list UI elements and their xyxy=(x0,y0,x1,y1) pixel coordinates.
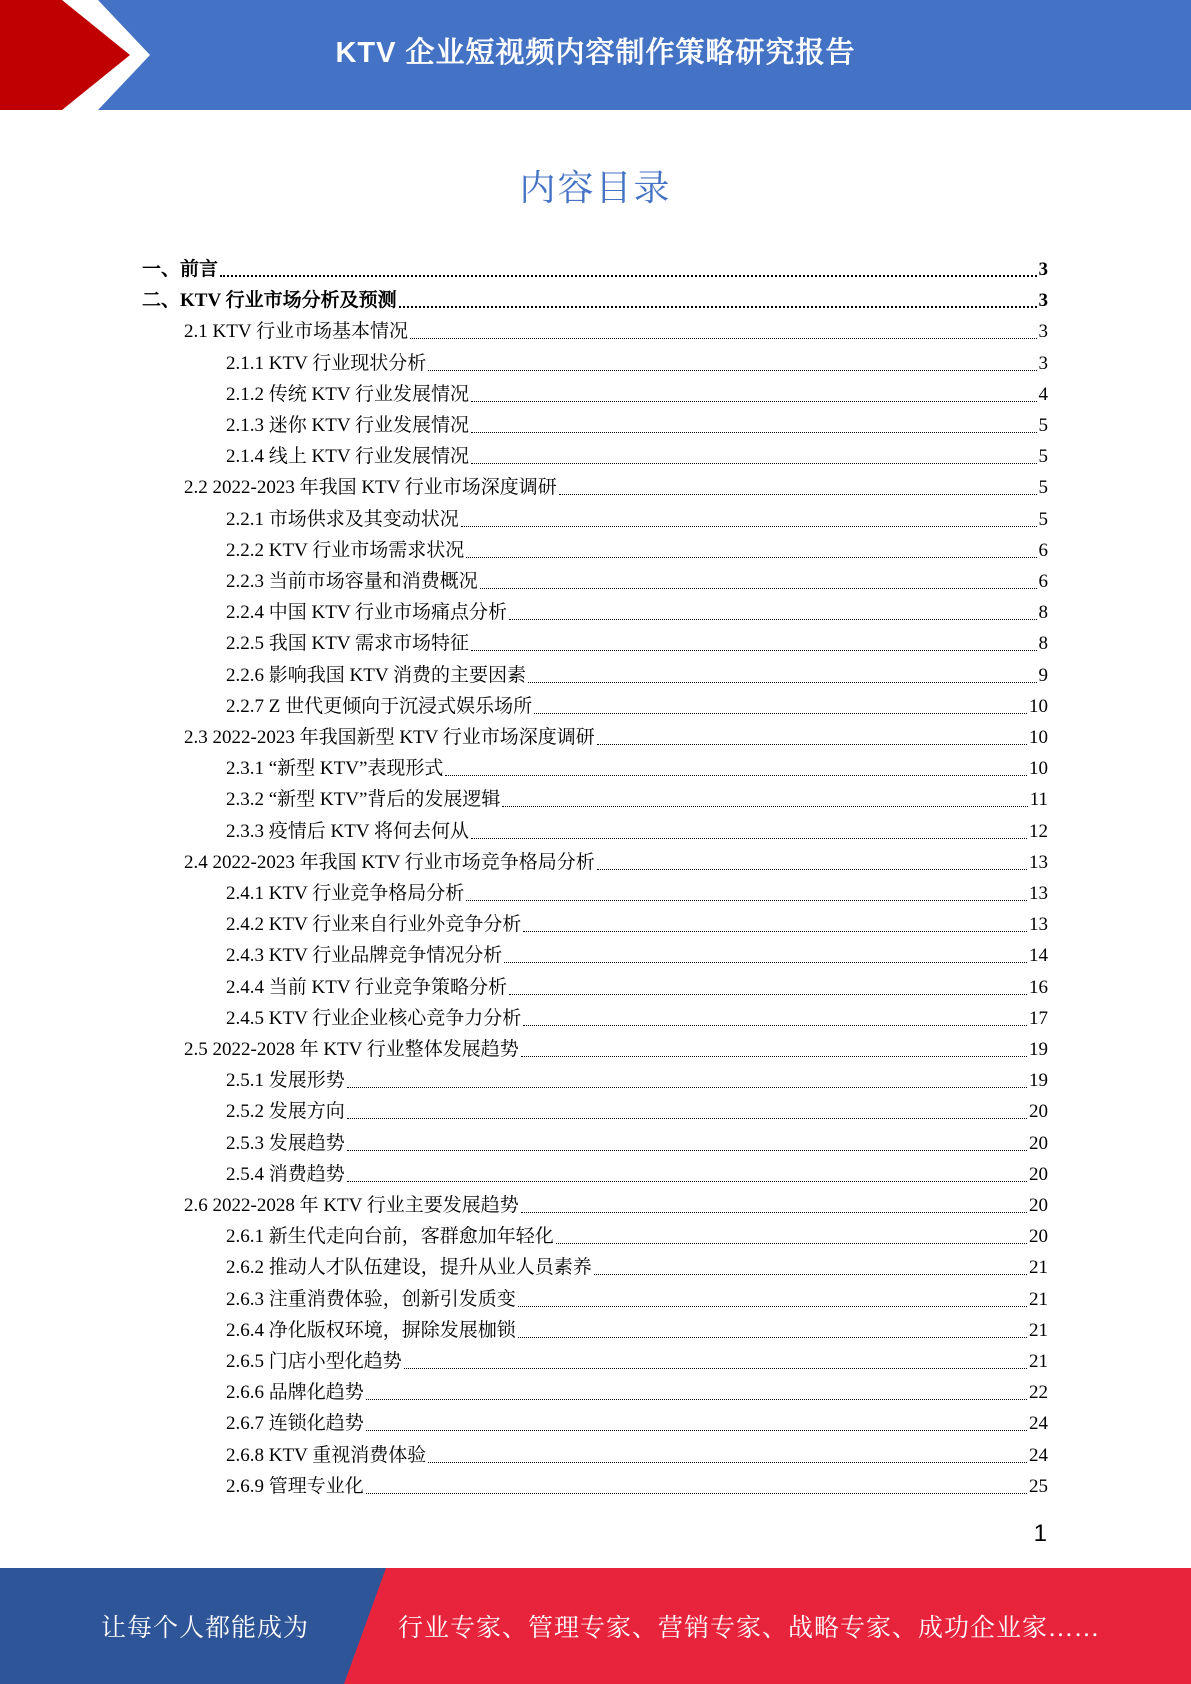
toc-entry[interactable] xyxy=(142,285,1048,316)
toc-entry-page: 3 xyxy=(1038,259,1048,280)
toc-entry-label: 2.3.1 “新型 KTV”表现形式 xyxy=(226,758,444,780)
toc-entry-page: 22 xyxy=(1029,1382,1048,1404)
toc-entry-page: 13 xyxy=(1029,883,1048,904)
toc-entry-page: 14 xyxy=(1029,945,1048,967)
toc-dot-leader xyxy=(220,275,1036,277)
toc-entry-label: 2.1.4 线上 KTV 行业发展情况 xyxy=(226,446,469,468)
toc-dot-leader xyxy=(466,900,1027,901)
toc-entry[interactable] xyxy=(226,1003,1048,1034)
toc-entry-page: 3 xyxy=(1038,290,1048,312)
toc-entry-label: 2.3 2022-2023 年我国新型 KTV 行业市场深度调研 xyxy=(184,727,595,748)
toc-entry-label: 2.2 2022-2023 年我国 KTV 行业市场深度调研 xyxy=(184,477,557,499)
toc-entry-page: 5 xyxy=(1038,446,1048,468)
toc-entry-page: 20 xyxy=(1029,1163,1048,1185)
toc-entry[interactable] xyxy=(226,1252,1048,1283)
toc-entry-label: 2.2.7 Z 世代更倾向于沉浸式娱乐场所 xyxy=(226,695,533,717)
toc-entry-page: 6 xyxy=(1038,539,1048,561)
toc-dot-leader xyxy=(521,1212,1027,1213)
toc-dot-leader xyxy=(471,650,1037,651)
toc-dot-leader xyxy=(347,1118,1027,1119)
toc-entry[interactable] xyxy=(226,1440,1048,1471)
toc-entry-label: 二、KTV 行业市场分析及预测 xyxy=(142,290,397,312)
toc-entry-label: 2.6.5 门店小型化趋势 xyxy=(226,1351,402,1372)
toc-entry-label: 2.1.1 KTV 行业现状分析 xyxy=(226,352,427,374)
toc-entry-page: 21 xyxy=(1029,1319,1048,1341)
toc-entry[interactable] xyxy=(226,566,1048,597)
toc-entry[interactable] xyxy=(184,847,1048,878)
toc-entry-label: 2.4.3 KTV 行业品牌竞争情况分析 xyxy=(226,945,503,967)
toc-dot-leader xyxy=(597,744,1027,745)
toc-title: 内容目录 xyxy=(519,168,672,208)
toc-entry[interactable] xyxy=(226,816,1048,847)
toc-entry-page: 8 xyxy=(1038,633,1048,655)
toc-entry-label: 2.6.3 注重消费体验，创新引发质变 xyxy=(226,1288,516,1310)
toc-entry[interactable] xyxy=(226,535,1048,566)
toc-entry-page: 9 xyxy=(1038,664,1048,686)
page-number: 1 xyxy=(1033,1520,1047,1547)
toc-entry[interactable] xyxy=(226,379,1048,410)
toc-entry[interactable] xyxy=(226,660,1048,691)
toc-entry-label: 2.3.2 “新型 KTV”背后的发展逻辑 xyxy=(226,789,501,811)
toc-entry[interactable] xyxy=(226,597,1048,628)
toc-entry[interactable] xyxy=(226,1065,1048,1096)
toc-entry-page: 20 xyxy=(1029,1101,1048,1123)
toc-entry-label: 2.4 2022-2023 年我国 KTV 行业市场竞争格局分析 xyxy=(184,851,595,873)
toc-dot-leader xyxy=(366,1399,1027,1400)
toc-entry-page: 13 xyxy=(1029,914,1048,936)
toc-dot-leader xyxy=(471,401,1037,402)
toc-entry[interactable] xyxy=(184,472,1048,503)
toc-entry-page: 25 xyxy=(1029,1475,1048,1497)
toc-entry[interactable] xyxy=(226,972,1048,1003)
toc-entry[interactable] xyxy=(226,348,1048,379)
toc-entry-label: 2.2.6 影响我国 KTV 消费的主要因素 xyxy=(226,664,526,686)
toc-entry[interactable] xyxy=(226,441,1048,472)
toc-entry[interactable] xyxy=(226,410,1048,441)
toc-entry[interactable] xyxy=(142,254,1048,285)
toc-dot-leader xyxy=(466,557,1036,558)
toc-dot-leader xyxy=(347,1150,1027,1151)
toc-dot-leader xyxy=(534,713,1027,714)
toc-entry-page: 20 xyxy=(1029,1195,1048,1216)
toc-entry-label: 2.2.3 当前市场容量和消费概况 xyxy=(226,571,478,592)
toc-dot-leader xyxy=(523,1025,1027,1026)
toc-entry-page: 13 xyxy=(1029,851,1048,873)
toc-entry-label: 2.2.1 市场供求及其变动状况 xyxy=(226,508,459,530)
toc-entry[interactable] xyxy=(184,1190,1048,1221)
toc-entry-label: 一、前言 xyxy=(142,259,219,280)
toc-entry[interactable] xyxy=(226,1096,1048,1127)
toc-entry-page: 5 xyxy=(1038,477,1048,499)
toc-entry[interactable] xyxy=(226,1408,1048,1439)
toc-entry-page: 20 xyxy=(1029,1226,1048,1248)
toc-dot-leader xyxy=(410,338,1037,339)
toc-entry-page: 3 xyxy=(1038,321,1048,343)
toc-dot-leader xyxy=(347,1087,1027,1088)
toc-entry-page: 11 xyxy=(1029,789,1048,811)
toc-entry-label: 2.6.9 管理专业化 xyxy=(226,1475,364,1497)
toc-dot-leader xyxy=(509,619,1037,620)
toc-entry[interactable] xyxy=(226,940,1048,971)
toc-entry[interactable] xyxy=(226,1346,1048,1377)
toc-entry-page: 5 xyxy=(1038,508,1048,530)
toc-entry-label: 2.6.2 推动人才队伍建设，提升从业人员素养 xyxy=(226,1257,592,1279)
toc-entry[interactable] xyxy=(226,1315,1048,1346)
toc-entry[interactable] xyxy=(226,504,1048,535)
toc-entry[interactable] xyxy=(226,753,1048,784)
toc-dot-leader xyxy=(523,931,1027,932)
toc-entry[interactable] xyxy=(226,628,1048,659)
toc-entry-label: 2.5.1 发展形势 xyxy=(226,1070,345,1092)
toc-entry-label: 2.5 2022-2028 年 KTV 行业整体发展趋势 xyxy=(184,1039,519,1060)
toc-entry[interactable] xyxy=(226,1284,1048,1315)
toc-entry-label: 2.5.2 发展方向 xyxy=(226,1101,345,1123)
toc-dot-leader xyxy=(428,1462,1027,1463)
toc-entry-label: 2.6.4 净化版权环境，摒除发展枷锁 xyxy=(226,1319,516,1341)
toc-dot-leader xyxy=(471,463,1037,464)
toc-entry[interactable] xyxy=(226,784,1048,815)
toc-dot-leader xyxy=(461,526,1037,527)
toc-dot-leader xyxy=(445,775,1027,776)
toc-dot-leader xyxy=(471,432,1037,433)
toc-entry-label: 2.5.4 消费趋势 xyxy=(226,1163,345,1185)
toc-entry-label: 2.6.1 新生代走向台前，客群愈加年轻化 xyxy=(226,1226,554,1248)
toc-entry-label: 2.1.3 迷你 KTV 行业发展情况 xyxy=(226,415,469,436)
toc-entry[interactable] xyxy=(226,691,1048,722)
toc-entry-label: 2.2.5 我国 KTV 需求市场特征 xyxy=(226,633,469,655)
toc-entry-page: 21 xyxy=(1029,1288,1048,1310)
toc-entry-label: 2.4.2 KTV 行业来自行业外竞争分析 xyxy=(226,914,522,936)
toc-dot-leader xyxy=(594,1274,1027,1275)
toc-entry-label: 2.6.8 KTV 重视消费体验 xyxy=(226,1444,427,1466)
toc-entry[interactable] xyxy=(226,1128,1048,1159)
toc-dot-leader xyxy=(518,1337,1027,1338)
page-footer xyxy=(0,1568,1191,1684)
toc-dot-leader xyxy=(404,1368,1027,1369)
toc-dot-leader xyxy=(480,588,1037,589)
toc-entry-page: 17 xyxy=(1029,1007,1048,1029)
toc-entry-page: 19 xyxy=(1029,1039,1048,1060)
toc-entry-page: 3 xyxy=(1038,352,1048,374)
toc-entry-label: 2.6.7 连锁化趋势 xyxy=(226,1413,364,1435)
toc-entry[interactable] xyxy=(184,316,1048,347)
toc-entry-label: 2.2.4 中国 KTV 行业市场痛点分析 xyxy=(226,602,507,624)
header-title: KTV 企业短视频内容制作策略研究报告 xyxy=(335,36,856,69)
toc-entry-label: 2.2.2 KTV 行业市场需求状况 xyxy=(226,539,465,561)
toc-entry[interactable] xyxy=(184,1034,1048,1065)
toc-dot-leader xyxy=(347,1181,1027,1182)
toc-entry-page: 20 xyxy=(1029,1132,1048,1154)
toc-entry-page: 8 xyxy=(1038,602,1048,624)
toc-dot-leader xyxy=(502,806,1027,807)
toc-entry[interactable] xyxy=(226,878,1048,909)
toc-entry-page: 24 xyxy=(1029,1413,1048,1435)
toc-entry-label: 2.6.6 品牌化趋势 xyxy=(226,1382,364,1404)
toc-entry[interactable] xyxy=(226,1471,1048,1502)
toc-dot-leader xyxy=(399,306,1037,308)
toc-entry-label: 2.3.3 疫情后 KTV 将何去何从 xyxy=(226,820,469,842)
toc-entry-page: 12 xyxy=(1029,820,1048,842)
toc-entry-label: 2.4.5 KTV 行业企业核心竞争力分析 xyxy=(226,1007,522,1029)
toc-dot-leader xyxy=(366,1493,1027,1494)
toc-entry[interactable] xyxy=(226,1221,1048,1252)
toc-entry-label: 2.1 KTV 行业市场基本情况 xyxy=(184,321,408,343)
toc-dot-leader xyxy=(366,1430,1027,1431)
toc-entry-label: 2.5.3 发展趋势 xyxy=(226,1132,345,1154)
toc-dot-leader xyxy=(528,682,1037,683)
toc-dot-leader xyxy=(428,370,1036,371)
page-header xyxy=(0,0,1191,110)
toc-entry-page: 5 xyxy=(1038,415,1048,436)
toc-dot-leader xyxy=(518,1306,1027,1307)
toc-entry-page: 21 xyxy=(1029,1351,1048,1372)
toc-entry-page: 10 xyxy=(1029,727,1048,748)
toc-dot-leader xyxy=(504,962,1027,963)
toc-entry-page: 19 xyxy=(1029,1070,1048,1092)
toc-entry-page: 10 xyxy=(1029,695,1048,717)
footer-slogan-left: 让每个人都能成为 xyxy=(100,1615,309,1642)
footer-slogan-right: 行业专家、管理专家、营销专家、战略专家、成功企业家…… xyxy=(398,1615,1101,1642)
toc-entry-page: 24 xyxy=(1029,1444,1048,1466)
toc-dot-leader xyxy=(597,869,1027,870)
toc-dot-leader xyxy=(471,838,1027,839)
toc-entry-page: 21 xyxy=(1029,1257,1048,1279)
toc-entry-label: 2.4.4 当前 KTV 行业竞争策略分析 xyxy=(226,976,507,998)
toc-entry-label: 2.1.2 传统 KTV 行业发展情况 xyxy=(226,383,469,405)
toc-entry[interactable] xyxy=(226,1159,1048,1190)
toc-entry[interactable] xyxy=(226,909,1048,940)
toc-entry[interactable] xyxy=(226,1377,1048,1408)
toc-dot-leader xyxy=(509,994,1027,995)
toc-entry-page: 6 xyxy=(1038,571,1048,592)
toc-entry-page: 16 xyxy=(1029,976,1048,998)
toc-entry-label: 2.6 2022-2028 年 KTV 行业主要发展趋势 xyxy=(184,1195,519,1216)
toc-dot-leader xyxy=(521,1056,1027,1057)
toc-dot-leader xyxy=(559,494,1037,495)
toc-entry[interactable] xyxy=(184,722,1048,753)
toc-entry-page: 10 xyxy=(1029,758,1048,780)
toc-entry-label: 2.4.1 KTV 行业竞争格局分析 xyxy=(226,883,465,904)
toc-dot-leader xyxy=(556,1243,1027,1244)
toc-entry-page: 4 xyxy=(1038,383,1048,405)
